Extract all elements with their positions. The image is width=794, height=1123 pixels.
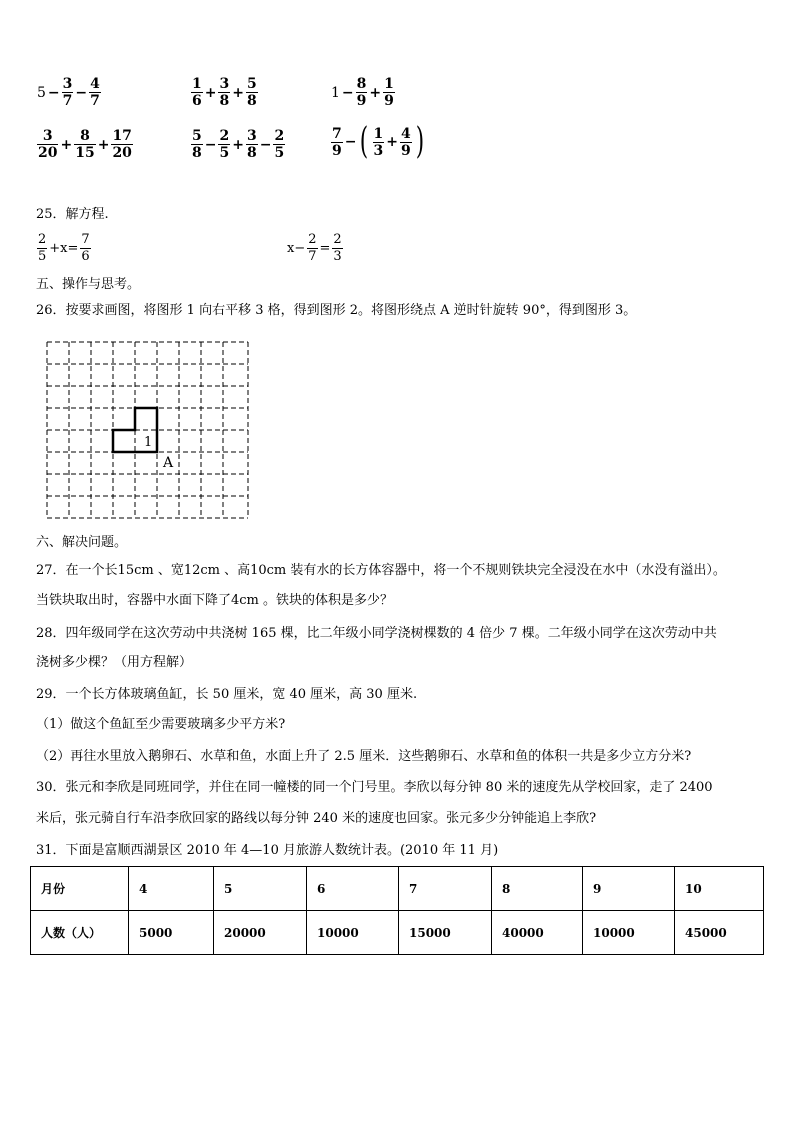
grid-figure — [44, 339, 252, 523]
fraction: $\frac{2}{5}$ — [38, 232, 47, 264]
fraction: $\frac{4}{9}$ — [401, 125, 411, 159]
shape-1-label: 1 — [144, 435, 153, 450]
fraction: $\frac{4}{7}$ — [90, 76, 100, 109]
table-cell: 9 — [583, 867, 675, 911]
table-row — [31, 867, 764, 911]
fraction: $\frac{7}{9}$ — [332, 125, 342, 159]
fraction: $\frac{5}{8}$ — [246, 76, 257, 109]
q31-title: 31．下面是富顺西湖景区 2010 年 4—10 月旅游人数统计表。(2010 年 11 月) — [36, 843, 499, 858]
calc-expression-r2c2: $\frac{5}{8}$ − $\frac{2}{5}$ + $\frac{3}{8}$ − $\frac{2}{5}$ — [192, 128, 285, 161]
table-cell: 8 — [492, 867, 583, 911]
fraction: $\frac{5}{8}$ — [192, 128, 202, 161]
table-cell: 月份 — [31, 867, 129, 911]
fraction: $\frac{2}{5}$ — [274, 128, 285, 161]
table-cell: 5000 — [129, 911, 214, 955]
fraction: $\frac{7}{6}$ — [81, 232, 90, 264]
q25-title: 25．解方程. — [36, 207, 109, 222]
fraction: $\frac{3}{20}$ — [38, 128, 58, 161]
fraction: $\frac{17}{20}$ — [112, 128, 132, 161]
fraction: $\frac{3}{8}$ — [246, 128, 257, 161]
calc-expression-r1c2: $\frac{1}{6}$ + $\frac{3}{8}$ + $\frac{5}{8}$ — [192, 76, 257, 109]
point-a-label: A — [163, 455, 174, 471]
section-heading-6: 六、解决问题。 — [36, 535, 128, 550]
tourism-table — [30, 866, 764, 955]
calc-expression-r2c1: $\frac{3}{20}$ + $\frac{8}{15}$ + $\frac{17}{20}$ — [38, 128, 132, 161]
table-cell: 10000 — [583, 911, 675, 955]
fraction: $\frac{8}{9}$ — [356, 76, 367, 109]
table-cell: 5 — [214, 867, 307, 911]
table-cell: 15000 — [399, 911, 492, 955]
q29-line1: 29．一个长方体玻璃鱼缸，长 50 厘米，宽 40 厘米，高 30 厘米. — [36, 687, 418, 702]
q27-line1: 27．在一个长15cm 、宽12cm 、高10cm 装有水的长方体容器中，将一个不规则铁块完全浸没在水中（水没有溢出）。 — [36, 563, 726, 578]
fraction: $\frac{2}{5}$ — [219, 128, 230, 161]
fraction: $\frac{3}{7}$ — [62, 76, 73, 109]
q28-line2: 浇树多少棵？（用方程解） — [36, 655, 193, 670]
fraction: $\frac{2}{7}$ — [308, 232, 317, 264]
calc-expression-r2c3: $\frac{7}{9}$ − ( $\frac{1}{3}$ + $\frac{4}{9}$ ) — [332, 121, 425, 162]
table-cell: 4 — [129, 867, 214, 911]
calc-expression-r1c1: 5 − $\frac{3}{7}$ − $\frac{4}{7}$ — [37, 76, 100, 109]
grid-lines — [47, 342, 248, 518]
table-cell: 10000 — [307, 911, 399, 955]
fraction: $\frac{2}{3}$ — [333, 232, 342, 264]
q26-text: 26．按要求画图，将图形 1 向右平移 3 格，得到图形 2。将图形绕点 A 逆时针旋转 90°，得到图形 3。 — [36, 303, 637, 318]
q29-sub2: （2）再往水里放入鹅卵石、水草和鱼，水面上升了 2.5 厘米．这些鹅卵石、水草和鱼的体积一共是多少立方分米? — [36, 749, 692, 764]
table-cell: 40000 — [492, 911, 583, 955]
q30-line2: 米后，张元骑自行车沿李欣回家的路线以每分钟 240 米的速度也回家。张元多少分钟能追上李欣? — [36, 811, 597, 826]
q30-line1: 30．张元和李欣是同班同学，并住在同一幢楼的同一个门号里。李欣以每分钟 80 米的速度先从学校回家，走了 2400 — [36, 780, 713, 795]
fraction: $\frac{1}{3}$ — [373, 125, 384, 159]
fraction: $\frac{3}{8}$ — [219, 76, 230, 109]
q29-sub1: （1）做这个鱼缸至少需要玻璃多少平方米? — [36, 717, 286, 732]
table-cell: 6 — [307, 867, 399, 911]
fraction: $\frac{1}{9}$ — [384, 76, 394, 109]
q27-line2: 当铁块取出时，容器中水面下降了4cm 。铁块的体积是多少？ — [36, 593, 394, 608]
table-row — [31, 911, 764, 955]
q28-line1: 28．四年级同学在这次劳动中共浇树 165 棵，比二年级小同学浇树棵数的 4 倍少 7 棵。二年级小同学在这次劳动中共 — [36, 626, 717, 641]
section-heading-5: 五、操作与思考。 — [36, 277, 141, 292]
table-cell: 10 — [675, 867, 764, 911]
fraction: $\frac{8}{15}$ — [75, 128, 95, 161]
equation-1: $\frac{2}{5}$ +x= $\frac{7}{6}$ — [38, 232, 90, 264]
table-cell: 7 — [399, 867, 492, 911]
table-cell: 45000 — [675, 911, 764, 955]
equation-2: x− $\frac{2}{7}$ = $\frac{2}{3}$ — [287, 232, 342, 264]
table-cell: 人数（人） — [31, 911, 129, 955]
fraction: $\frac{1}{6}$ — [192, 76, 202, 109]
table-cell: 20000 — [214, 911, 307, 955]
calc-expression-r1c3: 1 − $\frac{8}{9}$ + $\frac{1}{9}$ — [331, 76, 394, 109]
